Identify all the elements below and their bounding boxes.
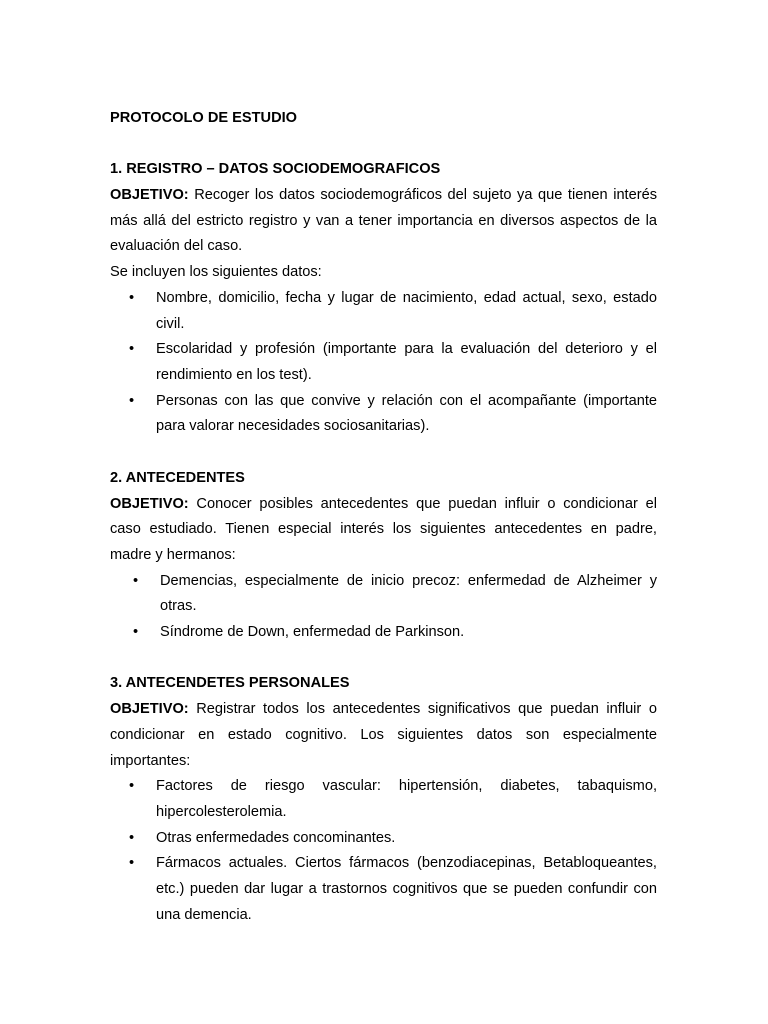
section-heading: 2. ANTECEDENTES xyxy=(110,469,245,486)
list-intro: Se incluyen los siguientes datos: xyxy=(110,264,322,281)
bullet-icon: • xyxy=(129,392,135,409)
objective-label: OBJETIVO: xyxy=(110,701,189,718)
list-item-text: Fármacos actuales. Ciertos fármacos (benzodiacepinas, Betabloqueantes, etc.) pueden dar lugar a trastornos cognitivos que se pueden confundir con una demencia. xyxy=(156,855,657,923)
objective-paragraph xyxy=(110,492,657,569)
bullet-icon: • xyxy=(133,624,139,641)
list-item xyxy=(110,620,657,646)
list-item xyxy=(110,826,657,852)
list-item-text: Otras enfermedades concominantes. xyxy=(156,829,396,846)
list-item-text: Personas con las que convive y relación con el acompañante (importante para valorar necesidades sociosanitarias). xyxy=(156,392,657,435)
list-item xyxy=(110,286,657,337)
bullet-icon: • xyxy=(129,341,135,358)
section-antecedentes-personales xyxy=(110,671,657,928)
bullet-list xyxy=(110,286,657,440)
bullet-icon: • xyxy=(129,289,135,306)
bullet-icon: • xyxy=(129,778,135,795)
list-item xyxy=(110,774,657,825)
list-item-text: Escolaridad y profesión (importante para la evaluación del deterioro y el rendimiento en los test). xyxy=(156,341,657,383)
bullet-list xyxy=(110,774,657,928)
objective-text: Conocer posibles antecedentes que puedan influir o condicionar el caso estudiado. Tienen especial interés los siguientes antecedentes en padre, madre y hermanos: xyxy=(110,495,657,563)
list-item xyxy=(110,569,657,620)
bullet-icon: • xyxy=(129,829,135,846)
list-item-text: Síndrome de Down, enfermedad de Parkinson. xyxy=(160,624,465,641)
objective-label: OBJETIVO: xyxy=(110,495,189,512)
list-item-text: Factores de riesgo vascular: hipertensión, diabetes, tabaquismo, hipercolesterolemia. xyxy=(156,778,657,820)
list-item xyxy=(110,851,657,928)
section-antecedentes xyxy=(110,466,657,646)
list-item xyxy=(110,337,657,388)
section-heading: 3. ANTECENDETES PERSONALES xyxy=(110,675,350,692)
list-item-text: Nombre, domicilio, fecha y lugar de nacimiento, edad actual, sexo, estado civil. xyxy=(156,289,657,332)
objective-paragraph xyxy=(110,183,657,260)
objective-label: OBJETIVO: xyxy=(110,187,189,204)
bullet-icon: • xyxy=(129,855,135,872)
document-page xyxy=(110,106,657,928)
list-item xyxy=(110,389,657,440)
section-registro xyxy=(110,157,657,440)
bullet-icon: • xyxy=(133,572,139,589)
section-heading: 1. REGISTRO – DATOS SOCIODEMOGRAFICOS xyxy=(110,161,441,178)
bullet-list xyxy=(110,569,657,646)
objective-paragraph xyxy=(110,697,657,774)
objective-text: Registrar todos los antecedentes significativos que puedan influir o condicionar en estado cognitivo. Los siguientes datos son especialmente importantes: xyxy=(110,701,657,769)
document-title: PROTOCOLO DE ESTUDIO xyxy=(110,110,298,126)
list-item-text: Demencias, especialmente de inicio precoz: enfermedad de Alzheimer y otras. xyxy=(160,572,657,615)
objective-text: Recoger los datos sociodemográficos del sujeto ya que tienen interés más allá del estricto registro y van a tener importancia en diversos aspectos de la evaluación del caso. xyxy=(110,187,657,255)
